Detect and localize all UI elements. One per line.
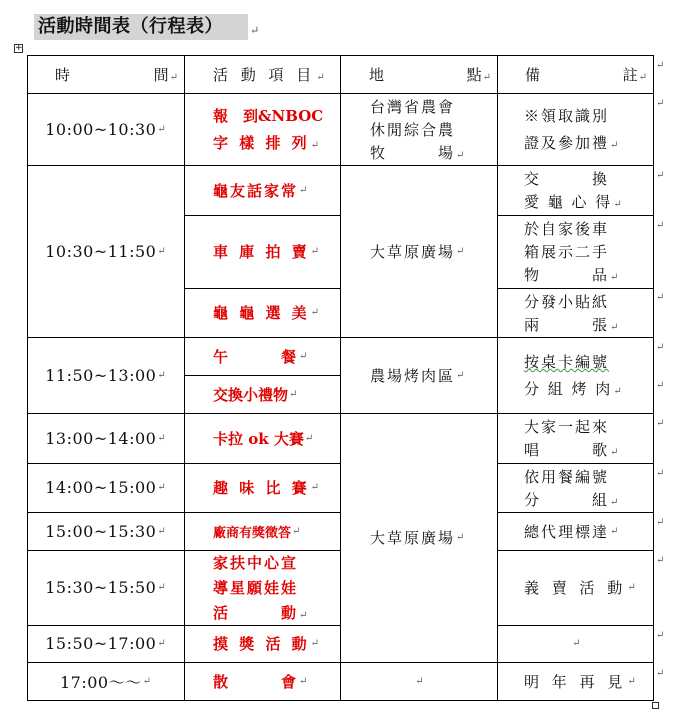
end-of-row-mark-icon: ↵: [656, 380, 665, 391]
table-resize-handle-icon[interactable]: [652, 702, 659, 709]
location-cell: 農場烤肉區 ↵: [370, 366, 465, 385]
time-cell: 15:50~17:00 ↵: [45, 634, 166, 653]
time-cell: 15:00~15:30 ↵: [45, 521, 166, 541]
activity-cell: 龜友話家常 ↵: [213, 181, 308, 200]
time-cell: 15:30~15:50 ↵: [45, 578, 166, 597]
time-cell: 10:00~10:30 ↵: [45, 119, 166, 139]
location-cell: 大草原廣場 ↵: [370, 529, 465, 547]
end-of-row-mark-icon: ↵: [656, 220, 665, 231]
end-of-row-mark-icon: ↵: [656, 630, 665, 641]
schedule-table: [27, 55, 654, 701]
activity-cell: 交換小禮物 ↵: [213, 385, 298, 404]
header-activity: 活 動 項 目↵: [213, 65, 329, 84]
paragraph-mark-icon: ↵: [250, 24, 260, 37]
activity-cell: 散 會 ↵: [213, 672, 308, 691]
time-cell: 14:00~15:00 ↵: [45, 478, 166, 497]
activity-cell: 家扶中心宣 導星願娃娃 活 動↵: [213, 554, 310, 622]
remarks-cell: 分發小貼紙 兩 張↵: [524, 292, 621, 334]
activity-cell: 摸 獎 活 動 ↵: [213, 635, 320, 653]
header-location: 地 點↵: [369, 65, 491, 84]
end-of-row-mark-icon: ↵: [656, 342, 665, 353]
remarks-cell: 交 換 愛 龜 心 得↵: [524, 170, 624, 211]
remarks-cell: 明 年 再 見 ↵: [524, 672, 636, 691]
location-cell: 台灣省農會 休閒綜合農 牧 場↵: [370, 97, 467, 162]
time-cell: 17:00～～ ↵: [59, 672, 151, 692]
column-divider: [340, 55, 341, 701]
end-of-row-mark-icon: ↵: [656, 517, 665, 528]
time-cell: 10:30~11:50 ↵: [45, 241, 166, 261]
end-of-row-mark-icon: ↵: [656, 668, 665, 679]
page-title: 活動時間表（行程表）: [34, 14, 248, 40]
activity-cell: 廠商有獎徵答 ↵: [213, 525, 301, 541]
remarks-cell: 總代理標達 ↵: [524, 522, 619, 541]
end-of-row-mark-icon: ↵: [656, 292, 665, 303]
remarks-cell: 按桌卡編號 分 組 烤 肉↵: [524, 353, 624, 398]
header-remarks: 備 註↵: [525, 65, 647, 84]
table-move-handle-icon[interactable]: +: [15, 43, 23, 53]
end-of-row-mark-icon: ↵: [656, 60, 665, 71]
activity-cell: 報 到&NBOC 字 樣 排 列↵: [213, 107, 324, 152]
remarks-cell: 於自家後車 箱展示二手 物 品↵: [524, 220, 621, 284]
end-of-row-mark-icon: ↵: [656, 468, 665, 479]
activity-cell: 車 庫 拍 賣 ↵: [213, 243, 320, 261]
remarks-cell: 大家一起來 唱 歌↵: [524, 418, 621, 459]
time-cell: 11:50~13:00 ↵: [45, 365, 166, 385]
activity-cell: 趣 味 比 賽 ↵: [213, 479, 320, 497]
end-of-row-mark-icon: ↵: [656, 98, 665, 109]
remarks-cell: ↵: [572, 638, 581, 649]
location-cell: 大草原廣場 ↵: [370, 242, 465, 261]
header-time: 時 間↵: [55, 65, 178, 84]
end-of-row-mark-icon: ↵: [656, 418, 665, 429]
activity-cell: 午 餐 ↵: [213, 347, 308, 366]
column-divider: [184, 55, 185, 701]
activity-cell: 卡拉 ok 大賽 ↵: [213, 429, 314, 448]
time-cell: 13:00~14:00 ↵: [45, 428, 166, 448]
end-of-row-mark-icon: ↵: [656, 170, 665, 181]
location-cell: ↵: [415, 675, 424, 687]
remarks-cell: ※領取識別 證及參加禮↵: [524, 107, 621, 152]
activity-cell: 龜 龜 選 美 ↵: [213, 304, 320, 322]
remarks-cell: 依用餐編號 分 組↵: [524, 467, 621, 509]
end-of-row-mark-icon: ↵: [656, 555, 665, 566]
remarks-cell: 義 賣 活 動 ↵: [524, 579, 636, 597]
